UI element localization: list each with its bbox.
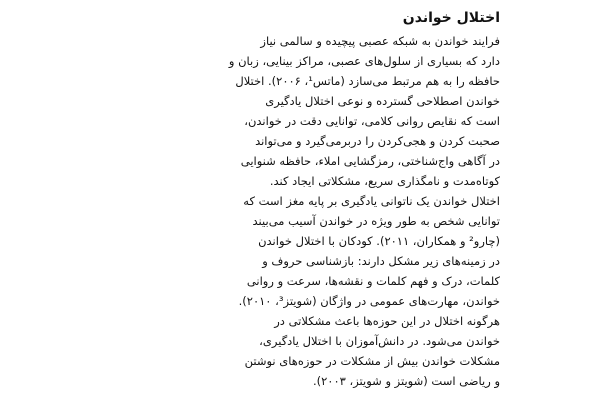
text-line: (چارو² و همکاران، ۲۰۱۱). کودکان با اختلال خواندن	[258, 234, 500, 248]
text-line: و ریاضی است (شویتز و شویتز، ۲۰۰۳).	[312, 374, 500, 388]
text-line: خواندن اصطلاحی گسترده و نوعی اختلال یادگیری	[265, 94, 500, 108]
text-line: هرگونه اختلال در این حوزه‌ها باعث مشکلاتی در	[274, 314, 500, 328]
text-line: است که نقایص روانی کلامی، توانایی دقت در خواندن،	[244, 114, 500, 128]
text-line: خواندن، مهارت‌های عمومی در واژگان (شویتز³، ۲۰۱۰).	[238, 294, 500, 308]
section-title: اختلال خواندن	[402, 10, 500, 26]
text-line: دارد که بسیاری از سلول‌های عصبی، مراکز بینایی، زبان و	[228, 54, 500, 68]
text-line: در زمینه‌های زیر مشکل دارند: بازشناسی حروف و	[262, 254, 500, 268]
text-line: توانایی شخص به طور ویژه در خواندن آسیب می‌بیند	[252, 214, 500, 228]
text-line: صحبت کردن و هجی‌کردن را دربرمی‌گیرد و می‌تواند	[255, 134, 500, 148]
text-line: خواندن می‌شود. در دانش‌آموزان با اختلال یادگیری،	[259, 334, 500, 348]
text-line: فرایند خواندن به شبکه عصبی پیچیده و سالمی نیاز	[260, 34, 500, 48]
text-line: در آگاهی واج‌شناختی، رمزگشایی املاء، حافظه شنوایی	[240, 154, 500, 168]
text-line: اختلال خواندن یک ناتوانی یادگیری بر پایه مغز است که	[243, 194, 500, 208]
text-line: حافظه را به هم مرتبط می‌سازد (ماتس¹، ۲۰۰۶). اختلال	[235, 74, 500, 88]
text-line: مشکلات خواندن بیش از مشکلات در حوزه‌های نوشتن	[244, 354, 500, 368]
text-line: کلمات، درک و فهم کلمات و نقشه‌ها، سرعت و روانی	[246, 274, 500, 288]
article-body	[196, 31, 500, 391]
text-line: کوتاه‌مدت و نامگذاری سریع، مشکلاتی ایجاد کند.	[269, 174, 500, 188]
article-section	[196, 8, 500, 391]
